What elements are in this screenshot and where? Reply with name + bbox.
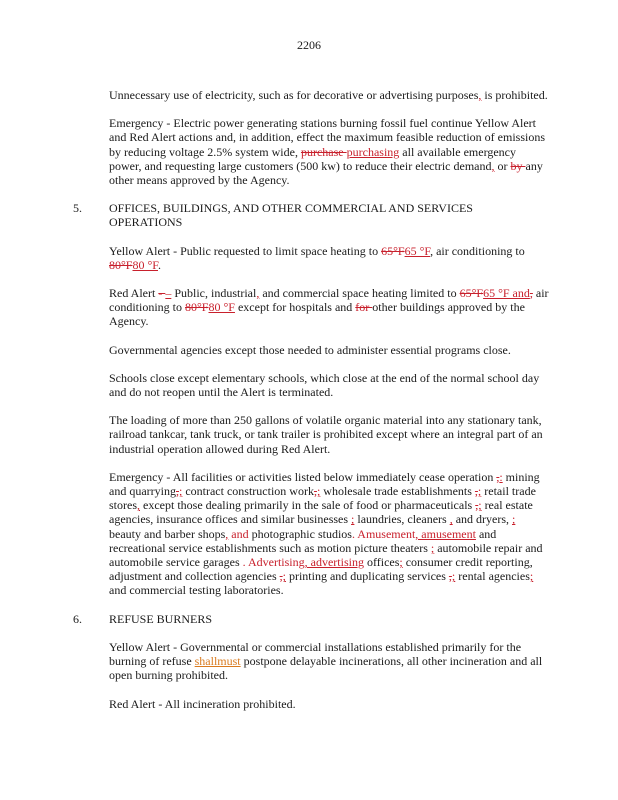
text-run: beauty and barber shops	[109, 526, 226, 541]
deletion-mark: ,	[474, 484, 478, 499]
paragraph-governmental-agencies: Governmental agencies except those needed to administer essential programs close.	[109, 342, 511, 357]
deletion-mark: ,	[313, 484, 317, 499]
insertion-mark: 80 °F	[132, 257, 158, 272]
insertion-mark: ;	[529, 569, 534, 584]
text-run: Emergency - All facilities or activities listed below immediately cease operation	[109, 469, 497, 484]
insertion-mark: purchasing	[346, 144, 400, 159]
text-run: Emergency - Electric power generating stations burning fossil fuel continue Yellow Alert and Red Alert actions and, in addition, effect the maximum feasible reduction of emissions by reducing voltage 2.5% system wide,	[109, 116, 546, 159]
insertion-mark: ;	[478, 498, 482, 513]
insertion-mark: –	[165, 286, 172, 301]
deletion-mark: ,	[475, 498, 479, 513]
inserted-text: . Advertising	[242, 555, 305, 570]
insertion-mark: ,	[491, 158, 495, 173]
section-heading-6	[73, 611, 549, 626]
section-number: 5.	[73, 201, 82, 216]
text-run: and commercial space heating limited to	[259, 286, 460, 301]
insertion-mark: :	[499, 469, 503, 484]
text-run: Red Alert	[109, 286, 159, 301]
text-run: air conditioning to	[109, 286, 549, 315]
text-run: consumer credit reporting, adjustment and collection agencies	[109, 555, 533, 584]
insertion-mark: , amusement	[415, 526, 476, 541]
deletion-mark: 80°F	[109, 257, 133, 272]
insertion-mark: ,	[225, 526, 229, 541]
paragraph-red-alert-offices	[109, 286, 549, 329]
insertion-mark: , advertising	[304, 555, 364, 570]
text-run: and dryers,	[452, 512, 513, 527]
text-run: and commercial testing laboratories.	[109, 583, 284, 598]
deletion-mark: ,	[175, 484, 179, 499]
text-run: automobile repair and automobile service garages	[109, 540, 543, 570]
text-run: wholesale trade establishments	[320, 484, 475, 499]
paragraph-decorative-electricity	[109, 88, 549, 102]
insertion-mark: ;	[430, 540, 435, 555]
text-run: laundries, cleaners	[354, 512, 450, 527]
section-heading-5	[73, 201, 549, 230]
paragraph-voc-loading: The loading of more than 250 gallons of volatile organic material into any stationary tank, railroad tankcar, tank truck, or tank trailer is prohibited except where an integral part of an industrial operation allowed during Red Alert.	[109, 413, 543, 456]
text-run: except for hospitals and	[234, 300, 356, 315]
deletion-mark: purchase	[300, 144, 347, 159]
text-run: all available emergency power, and requesting large customers (500 kw) to reduce their electric demand	[109, 144, 516, 173]
paragraph-schools: Schools close except elementary schools, which close at the end of the normal school day and do not reopen until the Alert is terminated.	[109, 370, 540, 400]
text-run: offices	[363, 555, 400, 570]
insertion-mark: 65 °F	[404, 243, 431, 258]
insertion-mark: 80 °F	[208, 300, 235, 315]
text-run: .	[158, 257, 161, 272]
section-title: REFUSE BURNERS	[109, 611, 213, 626]
text-run: Unnecessary use of electricity, such as for decorative or advertising purposes	[109, 88, 479, 102]
page-number: 2206	[297, 38, 321, 52]
text-run: other buildings approved by the Agency.	[109, 300, 525, 329]
text-run: printing and duplicating services	[285, 569, 449, 584]
text-run: photographic studios	[248, 526, 352, 541]
text-run: and recreational service establishments such as motion picture theaters	[109, 526, 497, 555]
insertion-mark: ;	[351, 512, 355, 527]
insertion-mark: ;	[512, 512, 516, 527]
section-title: OFFICES, BUILDINGS, AND OTHER COMMERCIAL AND SERVICES OPERATIONS	[109, 201, 473, 230]
text-run: postpone delayable incinerations, all other incineration and all open burning prohibited.	[109, 654, 543, 683]
paragraph-yellow-alert-refuse	[109, 640, 549, 683]
section-number: 6.	[73, 611, 82, 626]
deletion-mark: 65°F	[381, 243, 405, 258]
deletion-mark: ,	[448, 569, 452, 584]
inserted-text: . Amusement	[351, 526, 416, 541]
paragraph-emergency-power	[109, 116, 549, 187]
paragraph-red-alert-refuse: Red Alert - All incineration prohibited.	[109, 696, 296, 711]
deletion-mark: ,	[496, 469, 500, 484]
text-run: real estate agencies, insurance offices and similar businesses	[109, 498, 533, 527]
paragraph-yellow-alert-offices	[109, 244, 549, 272]
text-run: any other means approved by the Agency.	[109, 158, 543, 188]
insertion-mark: ,	[137, 498, 140, 513]
text-run: Yellow Alert - Public requested to limit space heating to	[109, 243, 382, 258]
insertion-mark: ;	[399, 555, 403, 570]
insertion-mark: ,	[478, 88, 482, 102]
text-run: contract construction work	[182, 484, 314, 499]
deletion-mark: ,	[279, 569, 283, 584]
text-run: mining and quarrying	[109, 469, 540, 499]
insertion-mark: ;	[178, 484, 183, 499]
deletion-mark: ,	[529, 286, 533, 301]
document-body	[73, 88, 549, 725]
deletion-mark: by	[510, 158, 526, 173]
text-run: is prohibited.	[481, 88, 548, 102]
insertion-mark: ;	[316, 484, 321, 499]
insertion-mark: ;	[477, 484, 482, 499]
text-run: , air conditioning to	[430, 243, 525, 258]
insertion-mark: ;	[451, 569, 456, 584]
insertion-mark: ,	[449, 512, 453, 527]
deletion-mark: -	[158, 286, 166, 301]
paragraph-emergency-facilities	[109, 470, 549, 598]
insertion-mark: shallmust	[194, 654, 241, 669]
text-run: or	[494, 158, 511, 173]
deletion-mark: 80°F	[185, 300, 209, 315]
text-run: rental agencies	[455, 569, 530, 584]
text-run: Public, industrial	[171, 286, 257, 301]
deletion-mark: for	[355, 300, 373, 315]
text-run: except those dealing primarily in the sale of food or pharmaceuticals	[140, 498, 476, 513]
insertion-mark: 65 °F and	[483, 286, 530, 301]
insertion-mark: ;	[282, 569, 286, 584]
deletion-mark: 65°F	[459, 286, 484, 301]
insertion-mark: ,	[256, 286, 260, 301]
text-run: retail trade stores	[109, 484, 536, 513]
text-run: Yellow Alert - Governmental or commercial installations established primarily for the burning of refuse	[109, 639, 522, 669]
inserted-text: and	[231, 526, 249, 541]
